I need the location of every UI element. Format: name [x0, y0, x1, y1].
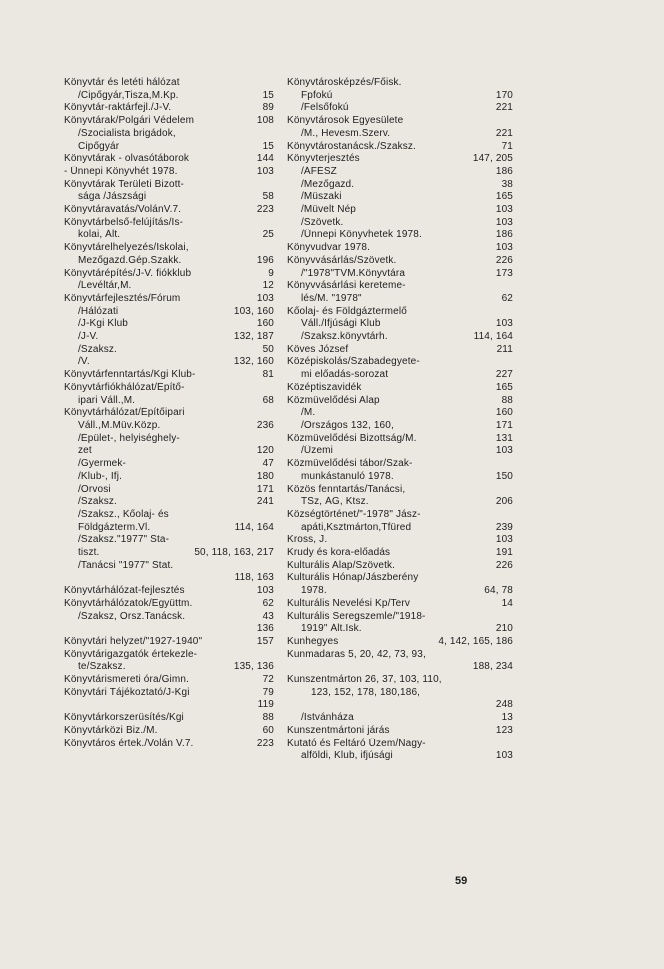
index-entry-term: zet	[78, 445, 92, 457]
index-entry-pages: 103	[495, 216, 513, 228]
index-entry-pages: 81	[262, 369, 274, 381]
index-entry-term: /Hálózati	[78, 305, 119, 317]
index-entry	[287, 509, 513, 522]
index-entry-pages: 103	[495, 445, 513, 457]
index-entry-term: Középtiszavidék	[287, 381, 362, 393]
index-entry-term: alföldi, Klub, ifjúsági	[301, 750, 393, 762]
index-entry	[287, 687, 513, 700]
index-entry-term: sága /Jászsági	[78, 191, 147, 203]
index-entry-pages: 64, 78	[484, 585, 513, 597]
index-entry-pages: 241	[256, 496, 274, 508]
index-entry	[64, 547, 274, 560]
index-entry-pages: 171	[256, 483, 274, 495]
index-entry-term: /Klub-, Ifj.	[78, 470, 123, 482]
index-entry-term: Kunszentmártoni járás	[287, 724, 390, 736]
index-entry	[64, 585, 274, 598]
index-entry-pages: 206	[495, 496, 513, 508]
index-entry	[287, 725, 513, 738]
index-entry-pages: 210	[495, 623, 513, 635]
index-entry-term: Könyvvásárlás/Szövetk.	[287, 254, 397, 266]
index-entry	[64, 179, 274, 192]
index-entry	[64, 522, 274, 535]
index-entry-term: /Szövetk.	[301, 216, 344, 228]
index-entry-term: Könyvtáros értek./Volán V.7.	[64, 737, 194, 749]
index-entry-pages: 50, 118, 163, 217	[194, 547, 274, 559]
index-entry-term: Kross, J.	[287, 534, 328, 546]
index-entry	[64, 534, 274, 547]
index-entry-term: Könyvtárak/Polgári Védelem	[64, 115, 195, 127]
index-entry	[64, 712, 274, 725]
index-entry-term: /J-V.	[78, 331, 99, 343]
index-entry	[287, 369, 513, 382]
index-entry-term: Könyvtár-raktárfejl./J-V.	[64, 102, 172, 114]
index-entry	[64, 102, 274, 115]
index-entry-pages: 103	[256, 165, 274, 177]
index-entry-term: Könyvtár és letéti hálózat	[64, 77, 180, 88]
index-entry	[64, 318, 274, 331]
index-entry	[64, 661, 274, 674]
index-entry	[64, 255, 274, 268]
index-entry	[287, 649, 513, 662]
index-entry-term: /M., Hevesm.Szerv.	[301, 127, 391, 139]
index-entry	[287, 395, 513, 408]
index-entry-pages: 68	[262, 394, 274, 406]
index-entry-pages: 72	[262, 674, 274, 686]
index-entry-pages: 132, 160	[233, 356, 274, 368]
index-entry-pages: 196	[256, 254, 274, 266]
index-entry-term: Kunhegyes	[287, 635, 339, 647]
index-entry-pages: 89	[262, 102, 274, 114]
index-entry	[287, 77, 513, 90]
index-entry	[287, 534, 513, 547]
index-entry-pages: 160	[495, 407, 513, 419]
index-entry-term: /Müszaki	[301, 191, 342, 203]
index-entry-term: Krudy és kora-előadás	[287, 547, 391, 559]
index-entry-term: Könyvtárfiókhálózat/Építő-	[64, 381, 185, 393]
index-entry-term: /M.	[301, 407, 316, 419]
index-entry	[64, 509, 274, 522]
index-entry	[64, 369, 274, 382]
index-entry-term: Kutató és Feltáró Üzem/Nagy-	[287, 737, 426, 749]
index-entry-pages: 223	[256, 737, 274, 749]
index-entry	[64, 204, 274, 217]
index-entry	[287, 623, 513, 636]
index-entry-term: Községtörténet/"-1978" Jász-	[287, 508, 421, 520]
index-entry	[287, 153, 513, 166]
index-entry-pages: 171	[495, 419, 513, 431]
index-entry-term: /Ünnepi Könyvhetek 1978.	[301, 229, 422, 241]
index-entry	[287, 407, 513, 420]
index-entry-term: Közmüvelődési Alap	[287, 394, 380, 406]
index-entry-pages: 25	[262, 229, 274, 241]
index-entry	[287, 242, 513, 255]
index-entry	[287, 433, 513, 446]
index-entry-term: /"1978"TVM.Könyvtára	[301, 267, 406, 279]
index-entry-term: /Szaksz.	[78, 496, 117, 508]
page-number: 59	[455, 875, 468, 887]
index-entry-pages: 211	[496, 343, 513, 355]
index-entry	[287, 572, 513, 585]
index-entry-term: Könyvtárközi Biz./M.	[64, 724, 158, 736]
index-entry-term: Közös fenntartás/Tanácsi,	[287, 483, 406, 495]
index-entry-pages: 4, 142, 165, 186	[438, 635, 513, 647]
index-entry-term: /Levéltár,M.	[78, 280, 132, 292]
index-entry	[64, 90, 274, 103]
index-entry-term: /Szaksz, Orsz.Tanácsk.	[78, 610, 186, 622]
index-entry-term: Könyvtárostanácsk./Szaksz.	[287, 140, 416, 152]
index-entry-pages: 119	[257, 699, 274, 711]
index-entry-pages: 62	[262, 597, 274, 609]
index-entry	[287, 128, 513, 141]
index-entry-term: /Szocialista brigádok,	[78, 127, 176, 139]
index-entry-pages: 103	[256, 585, 274, 597]
index-entry-term: Földgázterm.Vl.	[78, 521, 151, 533]
index-entry-term: Közmüvelődési Bizottság/M.	[287, 432, 417, 444]
index-entry-pages: 103	[495, 204, 513, 216]
index-entry	[287, 445, 513, 458]
index-entry-term: /Felsőfokú	[301, 102, 349, 114]
index-entry-term: - Ünnepi Könyvhét 1978.	[64, 165, 178, 177]
index-entry-pages: 165	[495, 381, 513, 393]
index-entry	[287, 636, 513, 649]
index-entry-pages: 239	[495, 521, 513, 533]
index-entry-pages: 136	[256, 623, 274, 635]
index-entry	[64, 128, 274, 141]
index-entry-pages: 131	[495, 432, 513, 444]
index-entry-term: mi előadás-sorozat	[301, 369, 389, 381]
index-entry	[64, 344, 274, 357]
index-entry	[64, 166, 274, 179]
index-entry	[64, 395, 274, 408]
index-entry	[287, 471, 513, 484]
index-entry	[64, 242, 274, 255]
index-entry-term: /Szaksz.	[78, 343, 117, 355]
index-entry-term: Köves József	[287, 343, 349, 355]
index-entry	[287, 738, 513, 751]
index-entry	[64, 153, 274, 166]
index-entry	[287, 280, 513, 293]
index-entry-term: Kunszentmárton 26, 37, 103, 110,	[287, 674, 442, 686]
index-entry-pages: 47	[262, 458, 274, 470]
index-entry-term: /Gyermek-	[78, 458, 127, 470]
index-entry-term: 1919" Ált.Isk.	[301, 623, 362, 635]
index-entry-pages: 114, 164	[473, 331, 513, 343]
index-entry	[287, 484, 513, 497]
index-entry-pages: 135, 136	[233, 661, 274, 673]
index-entry	[64, 623, 274, 636]
index-entry	[64, 699, 274, 712]
index-entry-term: /Istvánháza	[301, 712, 354, 724]
index-entry	[287, 204, 513, 217]
index-entry	[64, 356, 274, 369]
index-entry	[64, 141, 274, 154]
index-entry-term: Mezőgazd.Gép.Szakk.	[78, 254, 182, 266]
index-entry-term: Középiskolás/Szabadegyete-	[287, 356, 420, 368]
index-entry	[64, 229, 274, 242]
index-entry	[64, 268, 274, 281]
index-entry-term: Közmüvelődési tábor/Szak-	[287, 458, 413, 470]
index-entry-term: /Mezőgazd.	[301, 178, 355, 190]
index-entry-pages: 160	[256, 318, 274, 330]
index-entry-pages: 227	[495, 369, 513, 381]
index-entry	[287, 522, 513, 535]
index-entry-pages: 147, 205	[472, 153, 513, 165]
index-entry-pages: 114, 164	[234, 521, 274, 533]
index-entry-term: Könyvtári Tájékoztató/J-Kgi	[64, 686, 190, 698]
index-entry-term: Váll./Ifjúsági Klub	[301, 318, 381, 330]
index-entry-term: Könyvterjesztés	[287, 153, 360, 165]
index-entry-term: Könyvtárhálózat/Építőipari	[64, 407, 185, 419]
index-entry	[287, 102, 513, 115]
index-entry-term: TSz, ÁG, Ktsz.	[301, 496, 369, 508]
index-entry-term: /Üzemi	[301, 445, 334, 457]
index-entry-pages: 103	[495, 242, 513, 254]
index-entry-term: Könyvtárismereti óra/Gimn.	[64, 674, 190, 686]
index-entry	[64, 560, 274, 573]
index-entry	[64, 496, 274, 509]
index-entry-pages: 12	[262, 280, 274, 292]
index-entry	[287, 496, 513, 509]
index-entry	[64, 674, 274, 687]
index-entry-pages: 150	[495, 470, 513, 482]
index-entry	[287, 255, 513, 268]
index-entry-term: /Épület-, helyiséghely-	[78, 432, 180, 444]
index-entry	[287, 356, 513, 369]
index-entry-term: Kulturális Seregszemle/"1918-	[287, 610, 426, 622]
index-entry-term: Könyvtárfenntartás/Kgi Klub-	[64, 369, 196, 381]
index-entry	[287, 661, 513, 674]
index-entry	[287, 547, 513, 560]
index-entry	[287, 712, 513, 725]
index-entry-term: /Cipőgyár,Tisza,M.Kp.	[78, 89, 179, 101]
index-entry	[64, 636, 274, 649]
index-entry	[64, 77, 274, 90]
index-entry-pages: 43	[262, 610, 274, 622]
index-entry-pages: 62	[501, 292, 513, 304]
index-entry-term: /Szaksz.könyvtárh.	[301, 331, 388, 343]
index-entry	[287, 344, 513, 357]
index-entry-pages: 118, 163	[234, 572, 274, 584]
index-entry-pages: 103	[495, 534, 513, 546]
index-entry-term: Könyvtáravatás/VolánV.7.	[64, 204, 182, 216]
index-entry	[64, 484, 274, 497]
index-entry-pages: 221	[495, 127, 513, 139]
index-entry-term: tiszt.	[78, 547, 100, 559]
index-entry-pages: 188, 234	[472, 661, 513, 673]
index-entry-term: apáti,Ksztmárton,Tfüred	[301, 521, 412, 533]
index-entry-term: Kunmadaras 5, 20, 42, 73, 93,	[287, 648, 426, 660]
index-entry	[287, 699, 513, 712]
index-entry-term: 1978.	[301, 585, 327, 597]
index-entry-term: Könyvtárbelső-felújítás/Is-	[64, 216, 184, 228]
index-entry	[64, 458, 274, 471]
index-entry-term: Fpfokú	[301, 89, 333, 101]
index-entry-term: Könyvtárhálózat-fejlesztés	[64, 585, 185, 597]
index-column-left	[64, 77, 274, 750]
index-entry-pages: 165	[495, 191, 513, 203]
index-entry-term: Kőolaj- és Földgáztermelő	[287, 305, 407, 317]
index-entry	[287, 217, 513, 230]
index-entry-pages: 38	[501, 178, 513, 190]
index-entry	[287, 382, 513, 395]
index-entry	[64, 649, 274, 662]
index-entry	[64, 445, 274, 458]
index-entry	[287, 598, 513, 611]
index-entry-term: 123, 152, 178, 180,186,	[311, 686, 421, 698]
index-entry-term: Könyvtárigazgatók értekezle-	[64, 648, 198, 660]
index-entry-term: /V.	[78, 356, 90, 368]
index-entry-term: Könyvtárelhelyezés/Iskolai,	[64, 242, 189, 254]
index-entry-term: Könyvtári helyzet/"1927-1940"	[64, 635, 203, 647]
index-entry-pages: 248	[495, 699, 513, 711]
index-entry-pages: 58	[262, 191, 274, 203]
index-entry-term: /Tanácsi "1977" Stat.	[78, 559, 174, 571]
index-entry	[287, 268, 513, 281]
index-entry-term: Könyvtárhálózatok/Együttm.	[64, 597, 193, 609]
index-entry-term: Könyvtárak Területi Bizott-	[64, 178, 185, 190]
index-entry-pages: 50	[262, 343, 274, 355]
index-entry-pages: 13	[501, 712, 513, 724]
index-entry	[64, 611, 274, 624]
index-entry-pages: 221	[495, 102, 513, 114]
index-entry-pages: 173	[495, 267, 513, 279]
index-entry	[287, 90, 513, 103]
index-entry-pages: 9	[268, 267, 274, 279]
index-entry	[64, 191, 274, 204]
index-entry-pages: 223	[256, 204, 274, 216]
index-entry-pages: 103	[256, 292, 274, 304]
index-entry-term: Kulturális Hónap/Jászberény	[287, 572, 419, 584]
index-entry	[287, 674, 513, 687]
index-entry-term: ipari Váll.,M.	[78, 394, 136, 406]
index-entry-term: /Országos 132, 160,	[301, 419, 394, 431]
index-entry-term: Könyvtárfejlesztés/Fórum	[64, 292, 181, 304]
index-entry	[287, 318, 513, 331]
index-entry-pages: 186	[495, 165, 513, 177]
index-entry	[287, 229, 513, 242]
index-entry-pages: 71	[501, 140, 513, 152]
index-entry-term: te/Szaksz.	[78, 661, 126, 673]
index-entry	[64, 471, 274, 484]
index-entry-term: Könyvvásárlási keretemе-	[287, 280, 406, 292]
index-entry	[287, 293, 513, 306]
index-entry	[287, 331, 513, 344]
index-entry-term: Váll.,M.Müv.Közp.	[78, 419, 161, 431]
index-entry	[64, 420, 274, 433]
index-entry	[287, 115, 513, 128]
index-entry-term: Kulturális Nevelési Kp/Terv	[287, 597, 410, 609]
index-entry	[287, 611, 513, 624]
index-entry-term: Könyvtárépítés/J-V. fiókklub	[64, 267, 192, 279]
index-entry	[64, 572, 274, 585]
index-entry-pages: 103	[495, 750, 513, 762]
index-entry-pages: 186	[495, 229, 513, 241]
index-entry-term: /J-Kgi Klub	[78, 318, 129, 330]
index-entry	[64, 280, 274, 293]
index-entry-pages: 144	[256, 153, 274, 165]
index-entry	[287, 750, 513, 763]
index-entry	[287, 420, 513, 433]
index-entry-pages: 103	[495, 318, 513, 330]
index-entry-term: Cipőgyár	[78, 140, 120, 152]
index-entry	[64, 293, 274, 306]
index-entry-pages: 132, 187	[233, 331, 274, 343]
index-entry-term: Könyvtárak - olvasótáborok	[64, 153, 190, 165]
index-entry-term: /Szaksz."1977" Sta-	[78, 534, 170, 546]
index-entry-pages: 15	[262, 140, 274, 152]
index-entry	[287, 560, 513, 573]
index-entry-pages: 180	[256, 470, 274, 482]
index-entry-term: Kulturális Alap/Szövetk.	[287, 559, 396, 571]
index-entry	[64, 598, 274, 611]
index-entry-pages: 103, 160	[233, 305, 274, 317]
index-entry-pages: 226	[495, 559, 513, 571]
index-entry-pages: 123	[495, 724, 513, 736]
index-entry	[64, 687, 274, 700]
index-entry-pages: 88	[501, 394, 513, 406]
index-entry-term: Könyvtárosképzés/Főisk.	[287, 77, 402, 88]
index-entry-pages: 88	[262, 712, 274, 724]
index-entry	[287, 191, 513, 204]
index-entry-term: Könyvtárkorszerüsítés/Kgi	[64, 712, 184, 724]
index-entry	[64, 382, 274, 395]
index-entry-pages: 191	[495, 547, 513, 559]
index-entry-pages: 108	[256, 115, 274, 127]
index-entry	[64, 331, 274, 344]
index-entry-term: /ÁFÉSZ	[301, 165, 337, 177]
index-entry-pages: 14	[501, 597, 513, 609]
index-column-right	[287, 77, 513, 763]
index-entry-pages: 236	[256, 419, 274, 431]
index-entry	[287, 458, 513, 471]
index-entry	[287, 141, 513, 154]
index-entry-pages: 226	[495, 254, 513, 266]
index-entry-term: Könyvtárosok Egyesülete	[287, 115, 404, 127]
index-entry-term: munkástanuló 1978.	[301, 470, 394, 482]
index-entry	[64, 738, 274, 751]
index-entry	[287, 179, 513, 192]
index-entry-pages: 15	[262, 89, 274, 101]
index-entry	[287, 166, 513, 179]
index-entry-pages: 170	[495, 89, 513, 101]
index-entry-pages: 157	[256, 635, 274, 647]
index-entry-term: kolai, Ált.	[78, 229, 121, 241]
index-entry	[287, 306, 513, 319]
index-entry-pages: 120	[256, 445, 274, 457]
index-entry-term: /Szaksz., Kőolaj- és	[78, 508, 169, 520]
index-entry-pages: 60	[262, 724, 274, 736]
index-entry-term: /Müvelt Nép	[301, 204, 357, 216]
index-entry	[64, 407, 274, 420]
index-entry	[64, 217, 274, 230]
index-entry	[64, 725, 274, 738]
index-entry	[64, 433, 274, 446]
index-entry-term: /Orvosi	[78, 483, 111, 495]
index-entry-term: Könyvudvar 1978.	[287, 242, 371, 254]
index-entry	[64, 115, 274, 128]
index-entry	[64, 306, 274, 319]
index-entry	[287, 585, 513, 598]
index-entry-pages: 79	[262, 686, 274, 698]
index-entry-term: lés/M. "1978"	[301, 292, 362, 304]
